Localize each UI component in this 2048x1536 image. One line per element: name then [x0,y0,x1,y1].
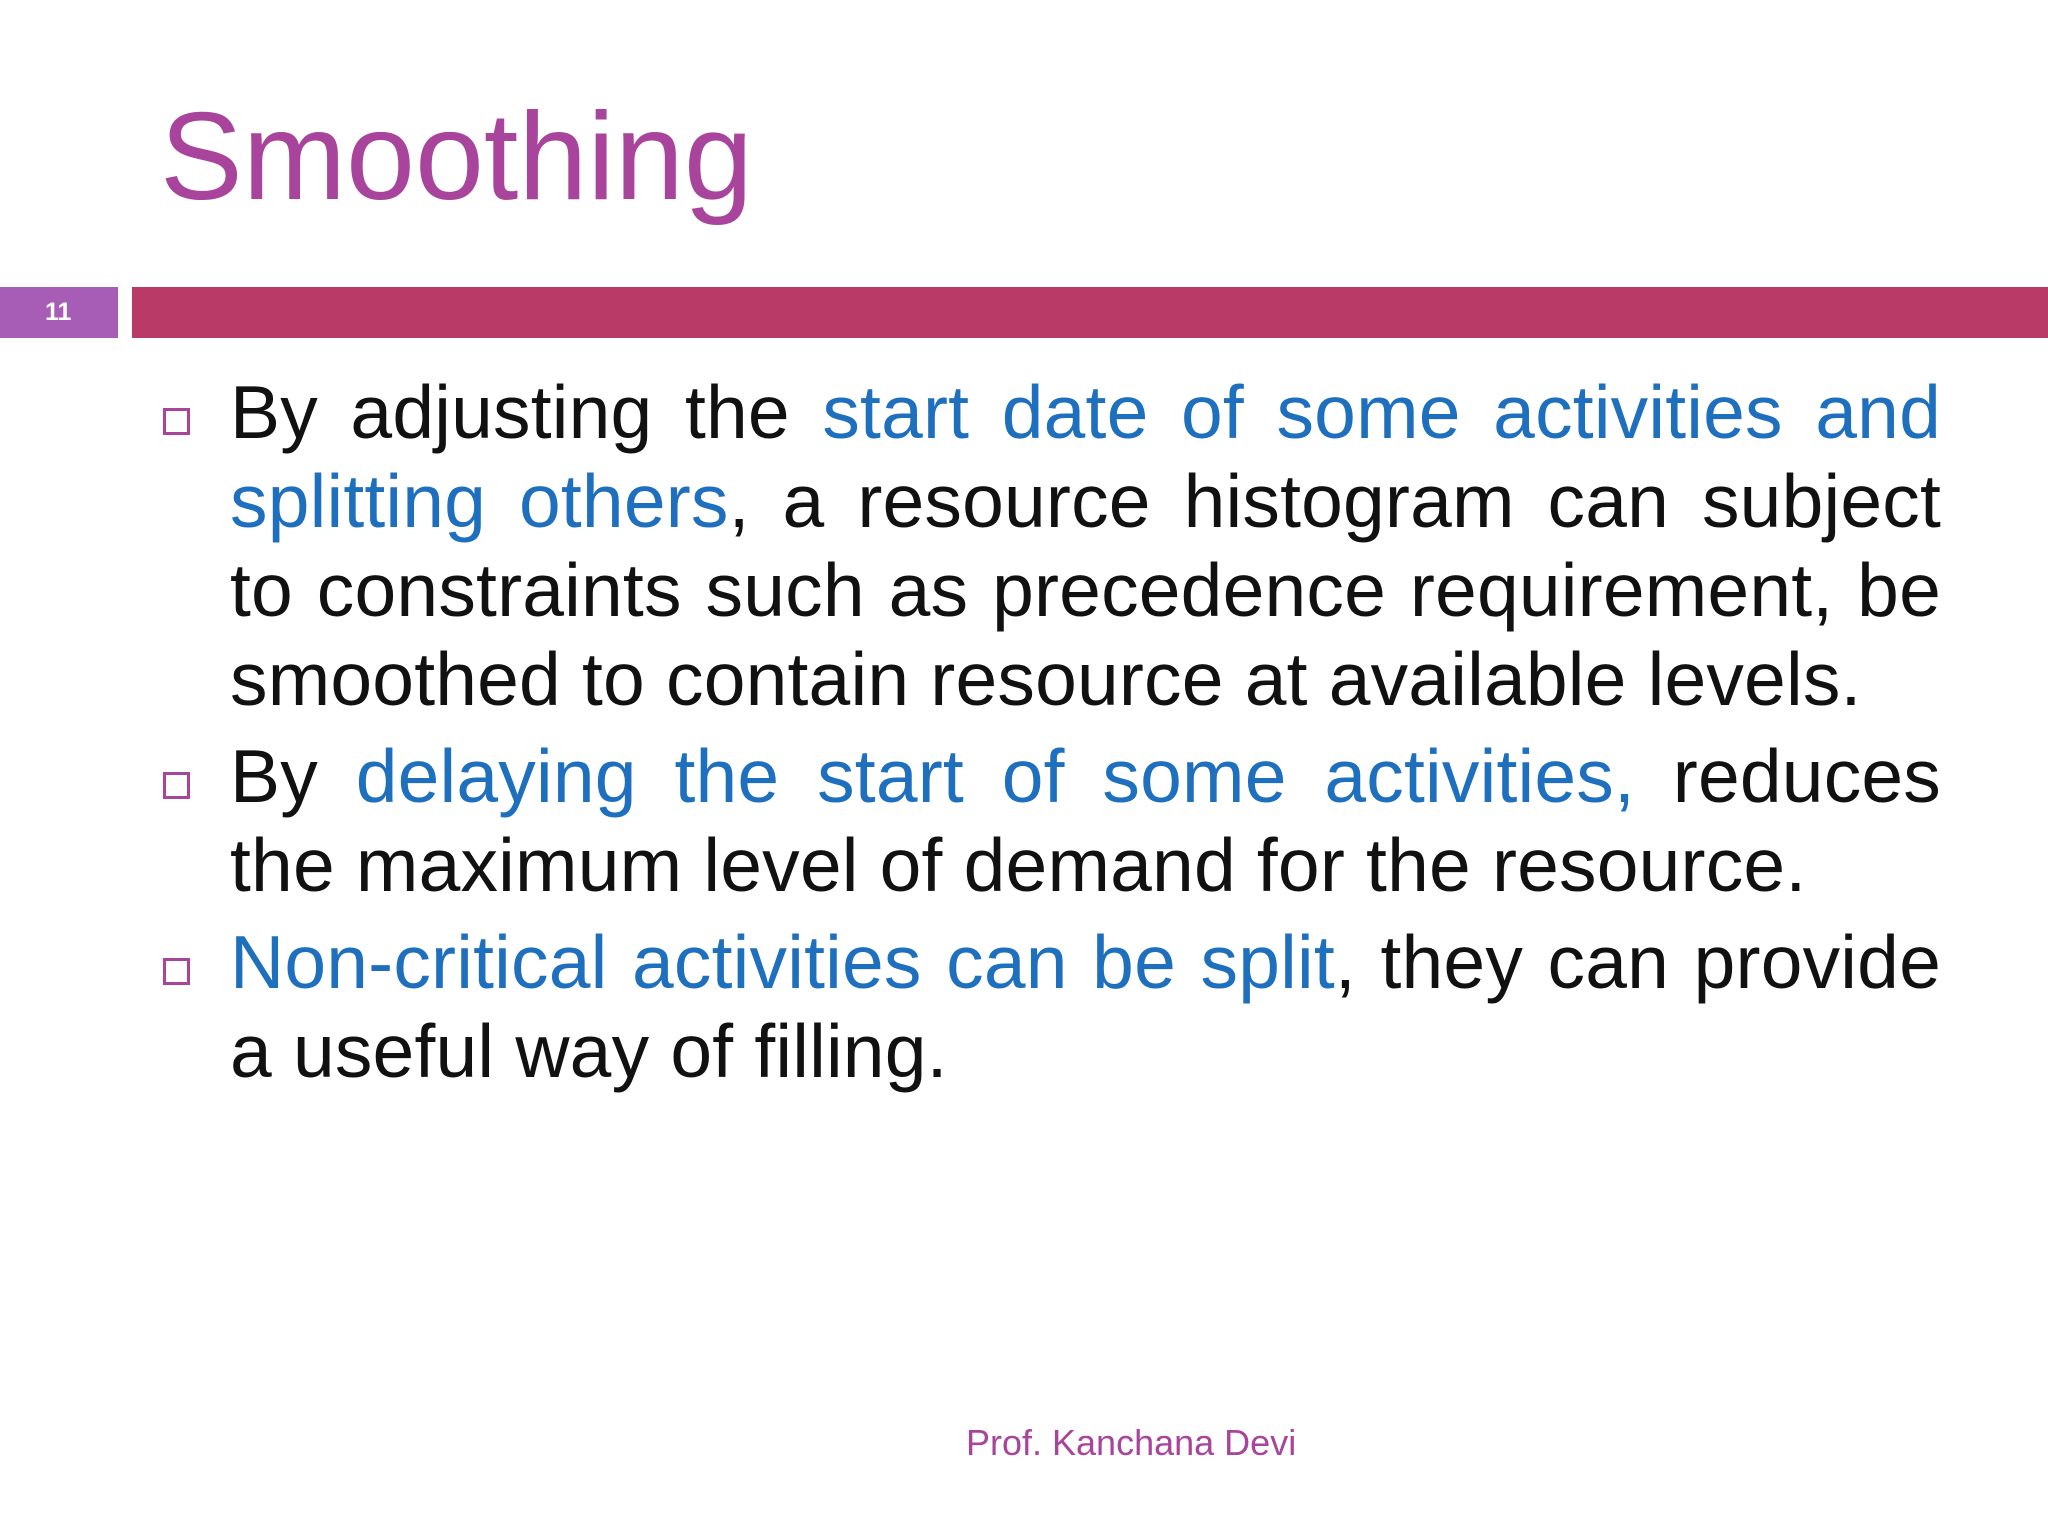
slide-title: Smoothing [160,88,753,226]
bullet-item [160,918,1941,1096]
slide-number: 11 [0,287,118,338]
bullet-text-plain: By adjusting the [230,370,823,454]
bullet-text-plain: reduces the maximum level of demand for the resource. [230,734,1942,907]
square-bullet-icon [163,408,190,435]
square-bullet-icon [163,958,190,985]
bullet-text-highlight: Non-critical activities can be split [230,920,1335,1004]
square-bullet-icon [163,772,190,799]
bullet-text-plain: , they can provide a useful way of filling. [230,920,1941,1093]
bullet-text [230,368,1941,724]
bullet-text-plain: , a resource histogram can subject to constraints such as precedence requirement, be smoothed to contain resource at available levels. [230,459,1941,721]
bullet-text-highlight: delaying the start of some activities, [355,734,1636,818]
bullet-text [230,732,1941,910]
bullet-item [160,732,1941,910]
title-divider-bar [132,287,2048,338]
bullet-text-plain: By [230,734,356,818]
bullet-text [230,918,1941,1096]
bullet-list [160,368,1941,1104]
footer-author: Prof. Kanchana Devi [966,1422,1297,1463]
bullet-item [160,368,1941,724]
bullet-text-highlight: start date of some activities and splitting others [230,370,1941,543]
